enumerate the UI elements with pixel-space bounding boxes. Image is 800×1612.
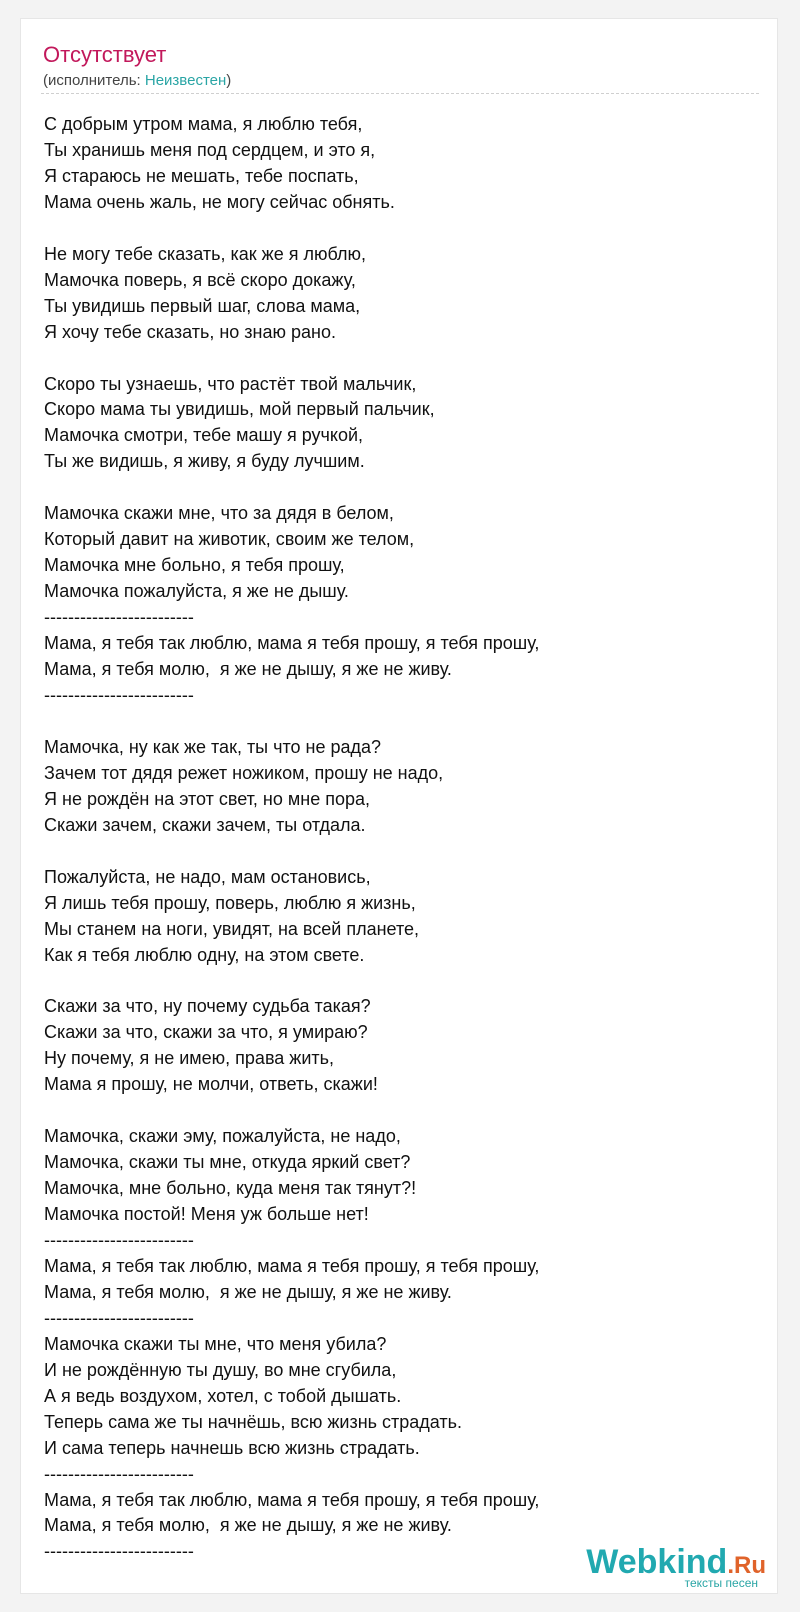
logo-main-text: Webkind	[586, 1543, 728, 1581]
lyrics-card	[20, 18, 778, 1594]
artist-link[interactable]: Неизвестен	[144, 72, 227, 89]
logo-tagline: тексты песен	[684, 1576, 758, 1590]
lyrics-text: С добрым утром мама, я люблю тебя, Ты хранишь меня под сердцем, и это я, Я стараюсь не мешать, тебе поспать, Мама очень жаль, не могу сейчас обнять. Не могу тебе сказать, как же я люблю, Мамочка поверь, я всё скоро докажу, Ты увидишь первый шаг, слова мама, Я хочу тебе сказать, но знаю рано. Скоро ты узнаешь, что растёт твой мальчик, Скоро мама ты увидишь, мой первый пальчик, Мамочка смотри, тебе машу я ручкой, Ты же видишь, я живу, я буду лучшим. Мамочка скажи мне, что за дядя в белом, Который давит на животик, своим же телом, Мамочка мне больно, я тебя прошу, Мамочка пожалуйста, я же не дышу. ------------------------- Мама, я тебя так люблю, мама я тебя прошу, я тебя прошу, Мама, я тебя молю, я же не дышу, я же не живу. ------------------------- Мамочка, ну как же так, ты что не рада? Зачем тот дядя режет ножиком, прошу не надо, Я не рождён на этот свет, но мне пора, Скажи зачем, скажи зачем, ты отдала. Пожалуйста, не надо, мам остановись, Я лишь тебя прошу, поверь, люблю я жизнь, Мы станем на ноги, увидят, на всей планете, Как я тебя люблю одну, на этом свете. Скажи за что, ну почему судьба такая? Скажи за что, скажи за что, я умираю? Ну почему, я не имею, права жить, Мама я прошу, не молчи, ответь, скажи! Мамочка, скажи эму, пожалуйста, не надо, Мамочка, скажи ты мне, откуда яркий свет? Мамочка, мне больно, куда меня так тянут?! Мамочка постой! Меня уж больше нет! ------------------------- Мама, я тебя так люблю, мама я тебя прошу, я тебя прошу, Мама, я тебя молю, я же не дышу, я же не живу. ------------------------- Мамочка скажи ты мне, что меня убила? И не рождённую ты душу, во мне сгубила, А я ведь воздухом, хотел, с тобой дышать. Теперь сама же ты начнёшь, всю жизнь страдать. И сама теперь начнешь всю жизнь страдать. ------------------------- Мама, я тебя так люблю, мама я тебя прошу, я тебя прошу, Мама, я тебя молю, я же не дышу, я же не живу. -------------------------	[44, 114, 540, 1562]
logo-domain-text: .Ru	[727, 1552, 766, 1579]
artist-line	[43, 73, 231, 88]
song-title: Отсутствует	[43, 42, 167, 67]
site-logo[interactable]	[546, 1545, 766, 1579]
header-divider	[41, 93, 759, 94]
artist-prefix: (исполнитель:	[43, 72, 145, 89]
artist-suffix: )	[226, 72, 232, 89]
